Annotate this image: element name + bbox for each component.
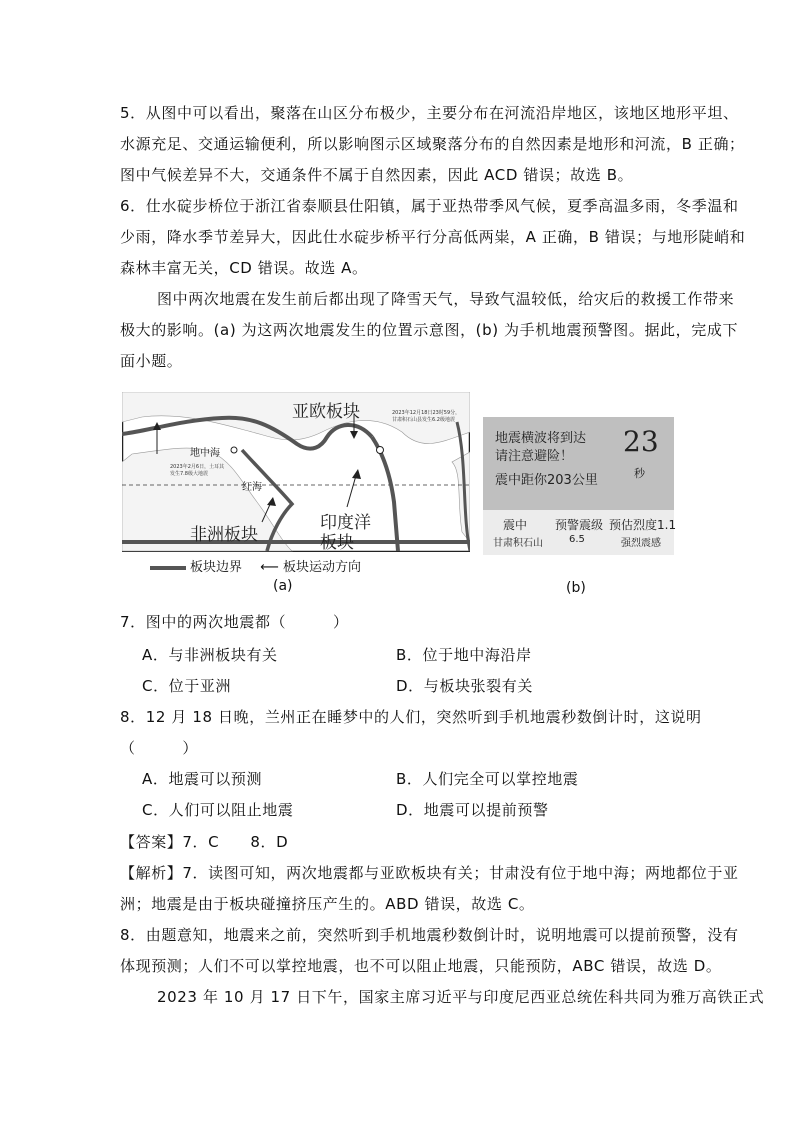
warning-distance: 震中距你203公里 [495, 473, 598, 488]
text-line: 少雨，降水季节差异大，因此仕水碇步桥平行分高低两粜，A 正确，B 错误；与地形陡峭和 [120, 228, 746, 246]
warning-line-2: 请注意避险！ [495, 449, 574, 464]
boundary-legend-swatch [150, 566, 186, 570]
label-note-gansu: 2023年12月18日23时59分， [392, 410, 461, 416]
countdown-value: 23 [623, 425, 659, 458]
analysis-line: 体现预测；人们不可以掌控地震，也不可以阻止地震，只能预防，ABC 错误，故选 D。 [120, 957, 722, 975]
text-line: 图中两次地震在发生前后都出现了降雪天气，导致气温较低，给灾后的救援工作带来 [157, 290, 735, 308]
label-eurasian: 亚欧板块 [292, 402, 360, 422]
question-7-option-c: C．位于亚洲 [142, 677, 232, 695]
epicenter-turkey [231, 447, 237, 453]
analysis-line: 洲；地震是由于板块碰撞挤压产生的。ABD 错误，故选 C。 [120, 895, 535, 913]
detail-intensity: 强烈震感 [621, 538, 661, 549]
warning-header [483, 417, 674, 510]
text-line: 面小题。 [120, 352, 183, 370]
text-line: 图中气候差异不大，交通条件不属于自然因素，因此 ACD 错误；故选 B。 [120, 166, 634, 184]
plate-map-figure [122, 392, 470, 552]
map-legend [150, 556, 361, 575]
phone-warning-figure [483, 417, 677, 555]
warning-details [483, 510, 677, 555]
figure-caption-a: (a) [273, 578, 293, 594]
label-indian-2: 板块 [320, 533, 354, 552]
text-line: 极大的影响。(a) 为这两次地震发生的位置示意图，(b) 为手机地震预警图。据此，完成下 [120, 321, 739, 339]
detail-header-magnitude: 预警震级 [555, 518, 604, 532]
label-mediterranean: 地中海 [190, 448, 220, 459]
question-8-stem: 8．12 月 18 日晚，兰州正在睡梦中的人们，突然听到手机地震秒数倒计时，这说明 [120, 708, 702, 726]
question-7-stem: 7．图中的两次地震都（ ） [120, 613, 349, 631]
label-red-sea: 红海 [242, 482, 262, 493]
answer-line: 【答案】7．C 8．D [120, 833, 289, 851]
label-indian: 印度洋 [320, 513, 371, 533]
analysis-line: 2023 年 10 月 17 日下午，国家主席习近平与印度尼西亚总统佐科共同为雅万高铁正式 [157, 988, 765, 1006]
warning-line-1: 地震横波将到达 [495, 431, 587, 446]
legend-motion-label: 板块运动方向 [282, 560, 361, 575]
label-african: 非洲板块 [190, 525, 258, 545]
detail-header-intensity: 预估烈度1.1 [609, 518, 677, 532]
figure-caption-b: (b) [566, 580, 586, 596]
detail-magnitude: 6.5 [569, 534, 585, 545]
label-note-gansu-2: 甘肃积石山县发生6.2级地震 [392, 417, 455, 423]
detail-header-epicenter: 震中 [503, 518, 528, 532]
question-8-option-a: A．地震可以预测 [142, 770, 263, 788]
countdown-unit: 秒 [634, 467, 645, 480]
text-line: 水源充足、交通运输便利，所以影响图示区域聚落分布的自然因素是地形和河流，B 正确； [120, 135, 745, 153]
question-7-option-a: A．与非洲板块有关 [142, 646, 278, 664]
question-8-stem-2: （ ） [120, 739, 199, 757]
analysis-line: 8．由题意知，地震来之前，突然听到手机地震秒数倒计时，说明地震可以提前预警，没有 [120, 926, 739, 944]
question-8-option-d: D．地震可以提前预警 [396, 801, 549, 819]
arrow-left-icon: ⟵ [260, 560, 279, 575]
question-8-option-c: C．人们可以阻止地震 [142, 801, 294, 819]
text-line: 5．从图中可以看出，聚落在山区分布极少，主要分布在河流沿岸地区，该地区地形平坦、 [120, 104, 739, 122]
epicenter-gansu [377, 447, 384, 454]
detail-epicenter: 甘肃积石山 [493, 538, 543, 549]
label-note-turkey-2: 发生7.8级大地震 [170, 471, 208, 477]
question-7-option-d: D．与板块张裂有关 [396, 677, 533, 695]
legend-boundary-label: 板块边界 [190, 560, 243, 575]
question-8-option-b: B．人们完全可以掌控地震 [396, 770, 579, 788]
label-note-turkey: 2023年2月6日，土耳其 [170, 464, 225, 470]
analysis-line: 【解析】7．读图可知，两次地震都与亚欧板块有关；甘肃没有位于地中海；两地都位于亚 [120, 864, 739, 882]
text-line: 6．仕水碇步桥位于浙江省泰顺县仕阳镇，属于亚热带季风气候，夏季高温多雨，冬季温和 [120, 197, 739, 215]
question-7-option-b: B．位于地中海沿岸 [396, 646, 532, 664]
text-line: 森林丰富无关，CD 错误。故选 A。 [120, 259, 368, 277]
